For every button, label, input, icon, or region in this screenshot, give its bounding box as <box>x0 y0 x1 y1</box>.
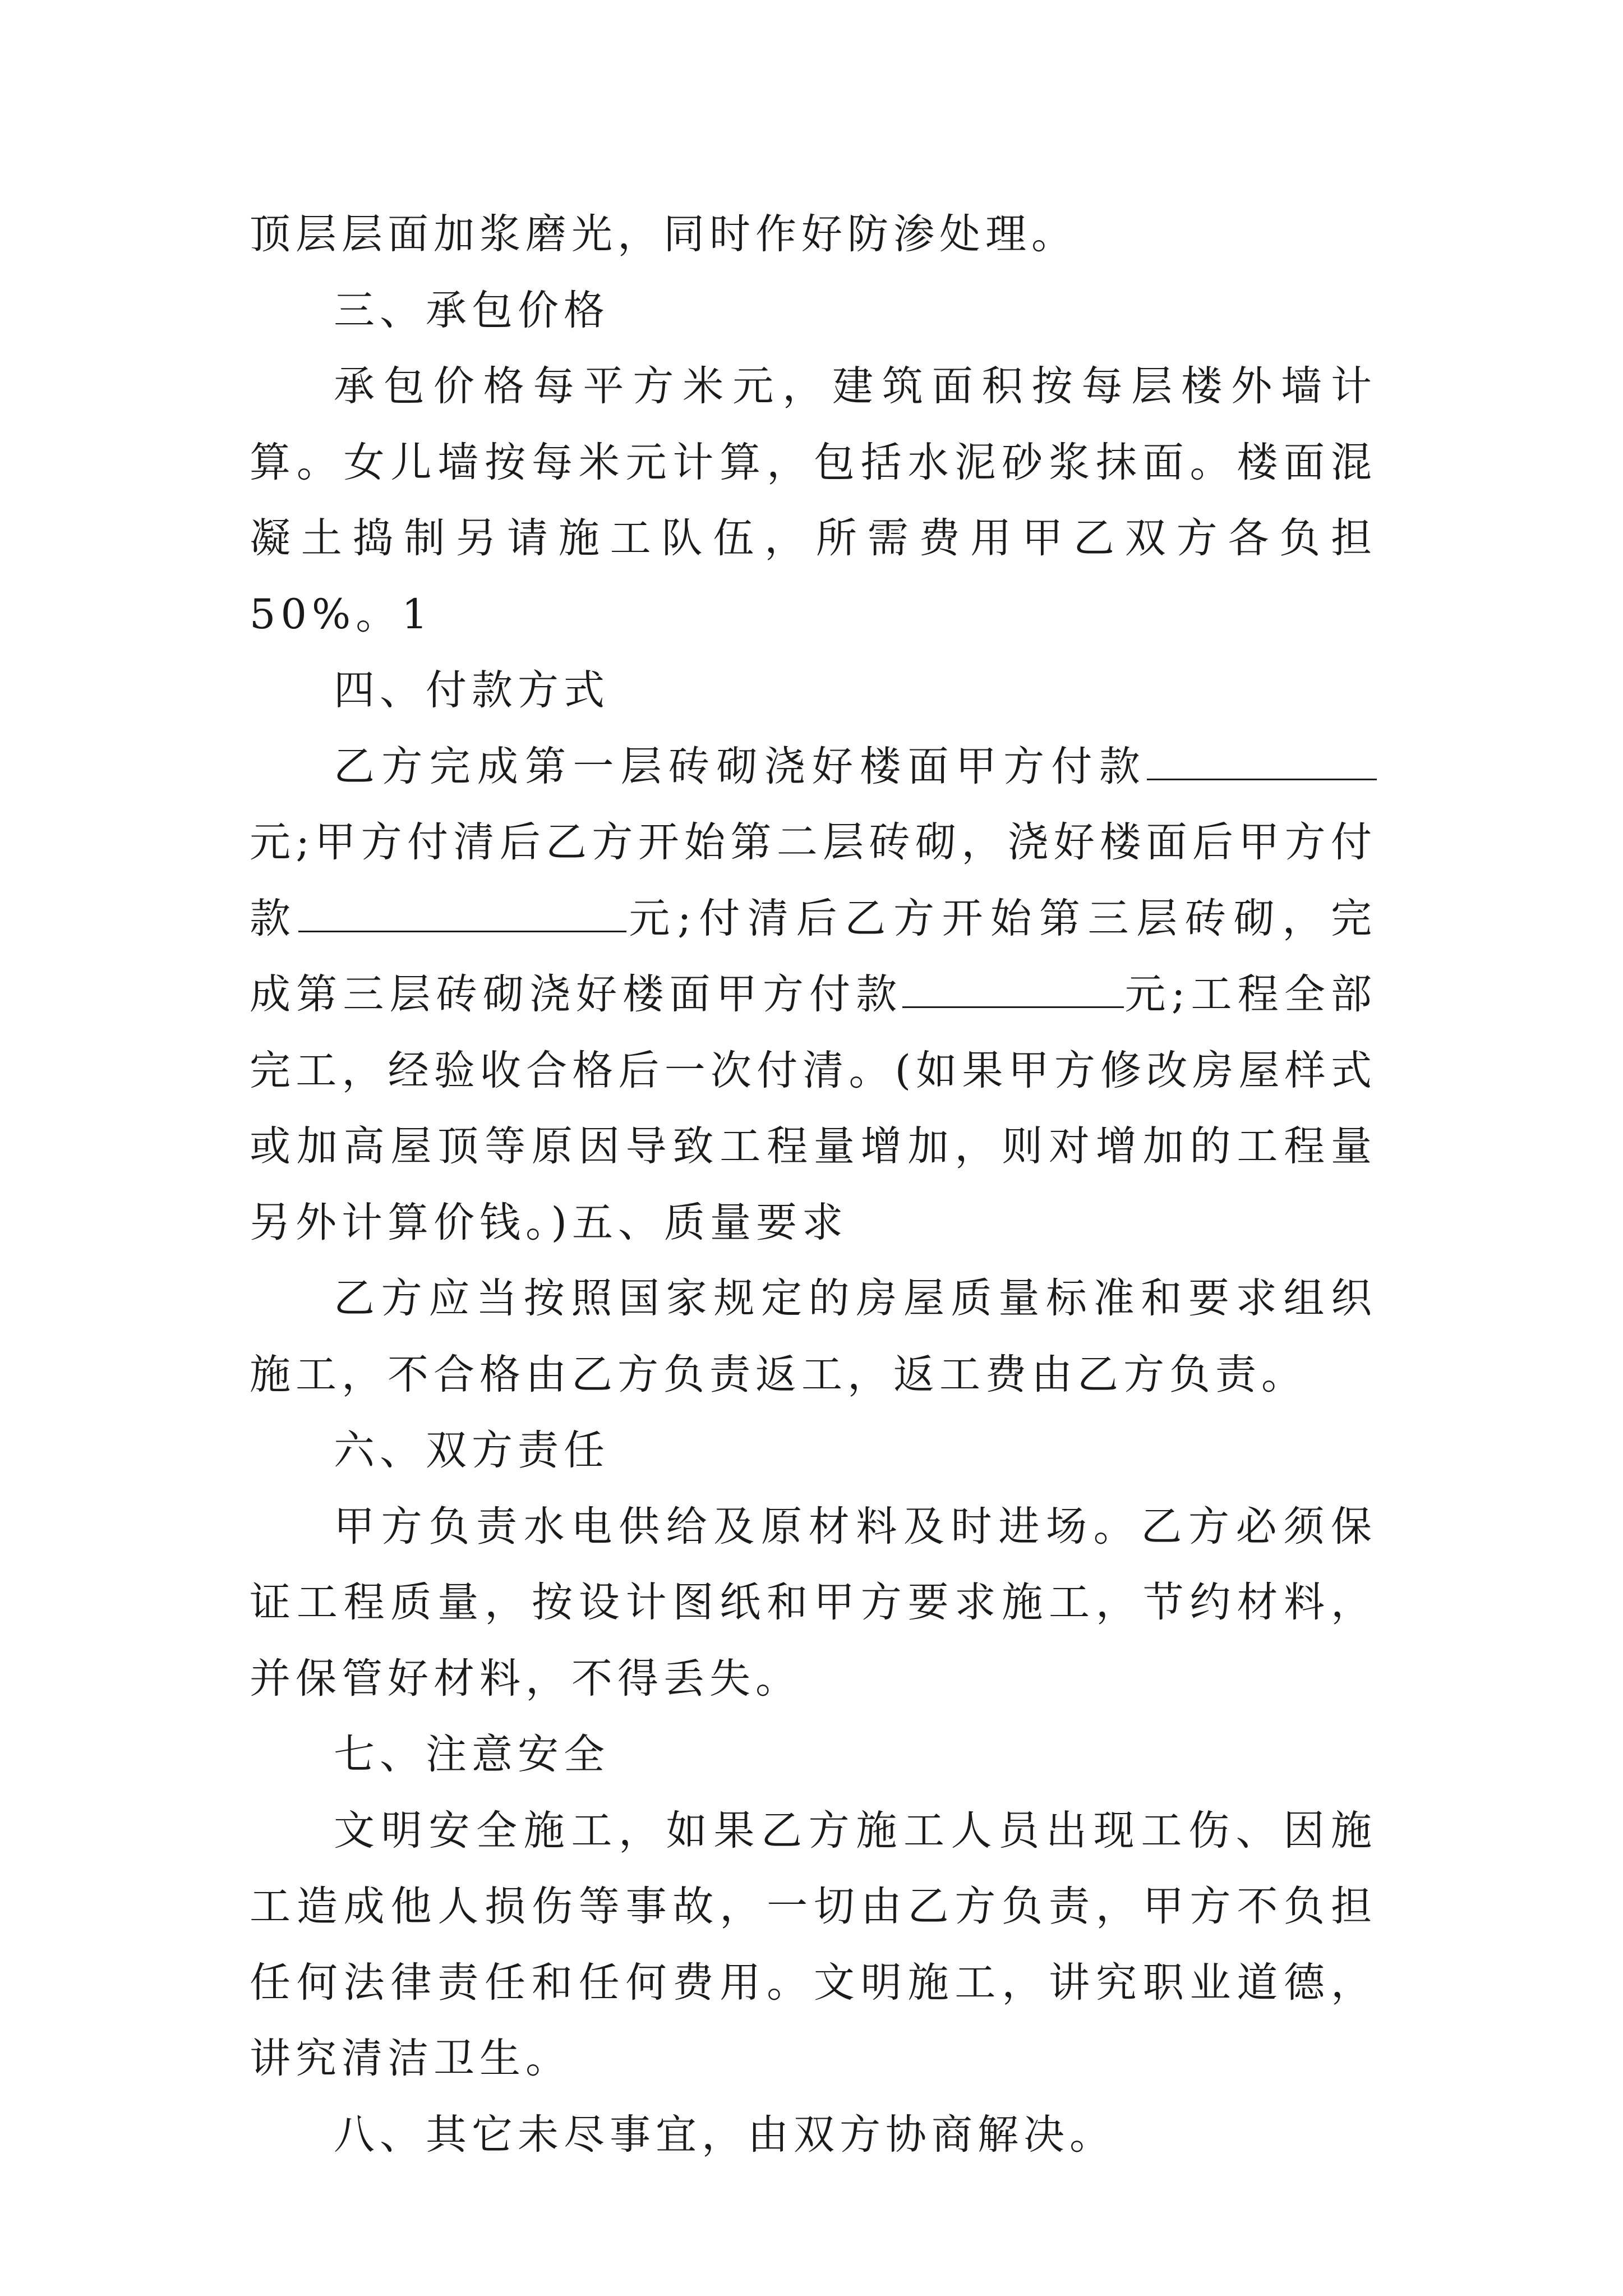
paragraph-payment-method <box>250 729 1377 1261</box>
paragraph-responsibilities: 甲方负责水电供给及原材料及时进场。乙方必须保证工程质量，按设计图纸和甲方要求施工，节约材料，并保管好材料，不得丢失。 <box>250 1502 1377 1703</box>
paragraph-quality: 乙方应当按照国家规定的房屋质量标准和要求组织施工，不合格由乙方负责返工，返工费由乙方负责。 <box>250 1274 1377 1398</box>
blank-line-1 <box>1147 743 1377 780</box>
heading-contract-price: 三、承包价格 <box>334 286 610 334</box>
heading-safety: 七、注意安全 <box>334 1731 610 1778</box>
paragraph-waterproofing: 顶层层面加浆磨光，同时作好防渗处理。 <box>250 210 1077 258</box>
document-body <box>250 196 1377 2173</box>
payment-text-2: 元;甲方付清后乙方开始第二层砖砌，浇好楼面后甲方付款 <box>250 818 1377 942</box>
paragraph-contract-price: 承包价格每平方米元，建筑面积按每层楼外墙计算。女儿墙按每米元计算，包括水泥砂浆抹面。楼面混凝土捣制另请施工队伍，所需费用甲乙双方各负担50%。1 <box>250 362 1377 638</box>
blank-line-3 <box>902 970 1124 1008</box>
heading-payment-method: 四、付款方式 <box>334 666 610 714</box>
paragraph-other-matters: 八、其它未尽事宜，由双方协商解决。 <box>334 2110 1115 2159</box>
payment-text-4: 元;工程全部完工，经验收合格后一次付清。(如果甲方修改房屋样式或加高屋顶等原因导致工程量增加，则对增加的工程量另外计算价钱。)五、质量要求 <box>250 970 1377 1246</box>
heading-responsibilities: 六、双方责任 <box>334 1427 610 1474</box>
payment-text-3: 元;付清后乙方开始第三层砖砌，完成第三层砖砌浇好楼面甲方付款 <box>250 894 1377 1018</box>
blank-line-2 <box>298 895 626 932</box>
paragraph-safety: 文明安全施工，如果乙方施工人员出现工伤、因施工造成他人损伤等事故，一切由乙方负责，甲方不负担任何法律责任和任何费用。文明施工，讲究职业道德，讲究清洁卫生。 <box>250 1806 1377 2082</box>
payment-text-1: 乙方完成第一层砖砌浇好楼面甲方付款 <box>334 742 1147 790</box>
